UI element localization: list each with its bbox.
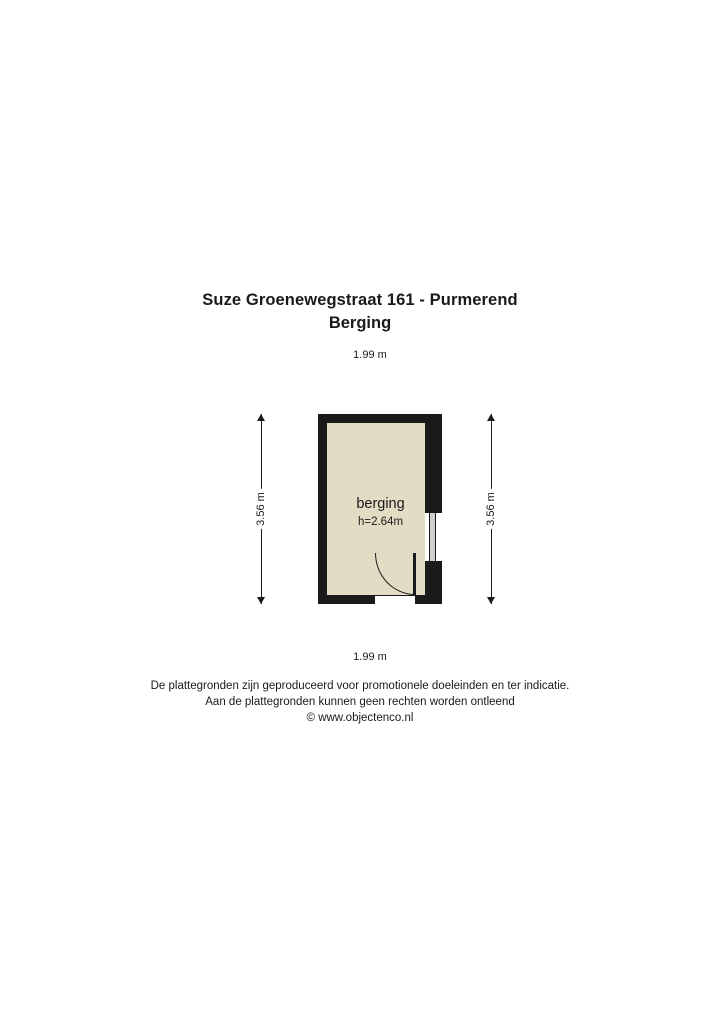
dimension-top-label: 1.99 m	[310, 347, 430, 363]
floorplan-drawing	[318, 414, 442, 604]
window-opening	[425, 512, 442, 562]
footer-line-1: De plattegronden zijn geproduceerd voor promotionele doeleinden en ter indicatie.	[150, 680, 570, 692]
dimension-right-label: 3.56 m	[483, 489, 499, 529]
arrow-up-icon	[487, 414, 495, 421]
dimension-left-label: 3.56 m	[253, 489, 269, 529]
arrow-up-icon	[257, 414, 265, 421]
door-opening	[375, 595, 415, 604]
title-address: Suze Groenewegstraat 161 - Purmerend	[202, 291, 518, 309]
room-height-label: h=2.64m	[357, 516, 404, 528]
room-name-label: berging	[356, 496, 405, 512]
arrow-down-icon	[487, 597, 495, 604]
footer-disclaimer	[0, 678, 720, 726]
window-pane	[429, 513, 436, 561]
dimension-top-width	[310, 344, 430, 366]
dimension-bottom-width	[310, 646, 430, 668]
footer-copyright: © www.objectenco.nl	[306, 712, 414, 724]
arrow-down-icon	[257, 597, 265, 604]
door-leaf	[413, 553, 416, 595]
dimension-bottom-label: 1.99 m	[310, 649, 430, 665]
title-subtitle: Berging	[328, 314, 392, 332]
dimension-left-height	[248, 414, 274, 604]
footer-line-2: Aan de plattegronden kunnen geen rechten worden ontleend	[205, 696, 515, 708]
page-title	[0, 289, 720, 335]
dimension-right-height	[478, 414, 504, 604]
